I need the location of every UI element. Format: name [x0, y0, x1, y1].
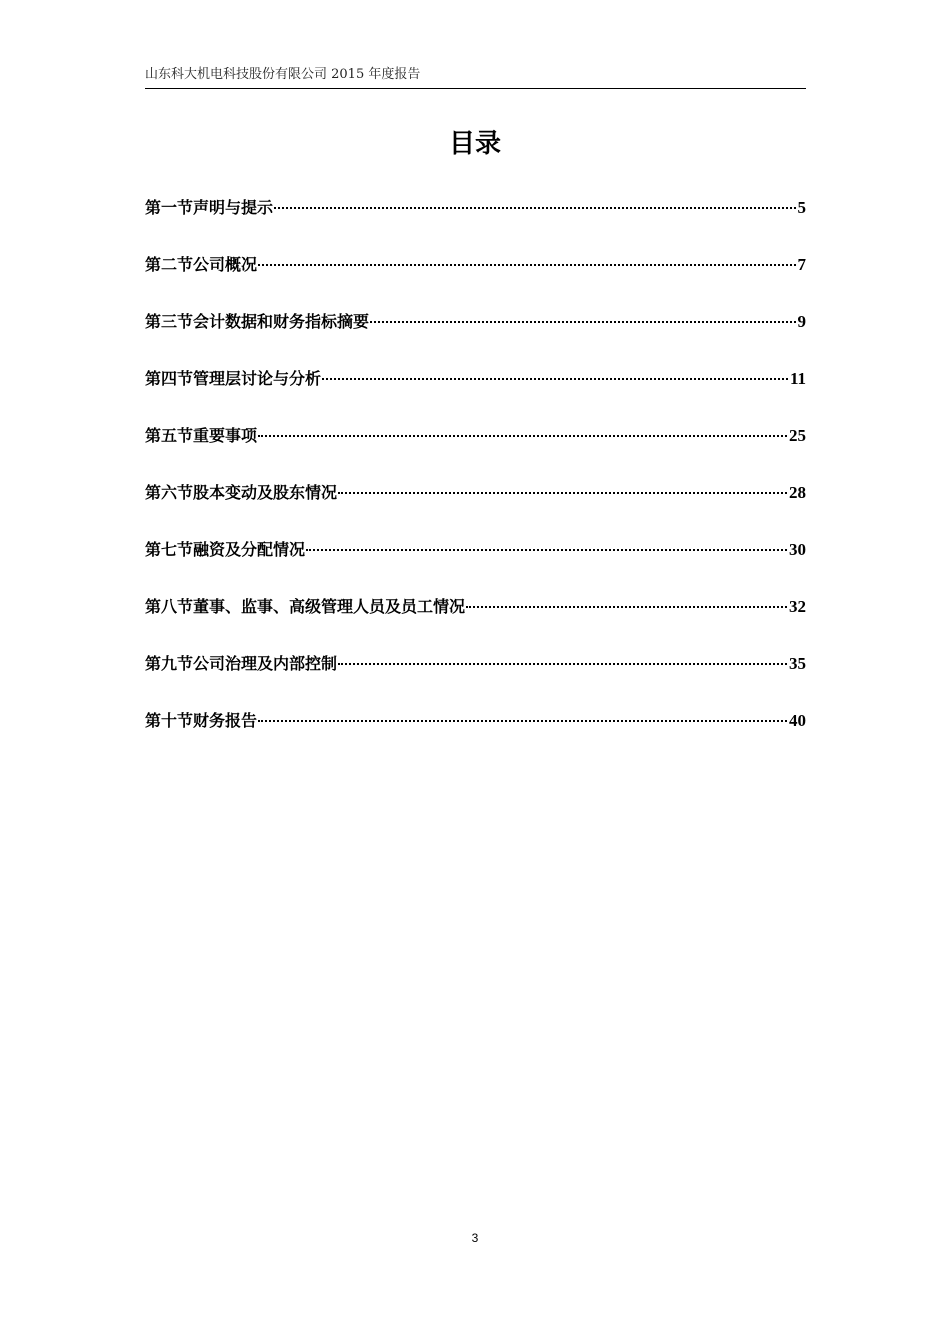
toc-entry-label: 第二节公司概况: [145, 255, 258, 274]
toc-entry-label: 第六节股本变动及股东情况: [145, 483, 338, 502]
page-title: 目录: [448, 129, 501, 159]
toc-entry-label: 第三节会计数据和财务指标摘要: [145, 312, 370, 331]
toc-dot-leader: [338, 663, 787, 665]
toc-dot-leader: [306, 549, 787, 551]
toc-entry-page: 30: [789, 540, 806, 559]
toc-entry-label: 第四节管理层讨论与分析: [145, 369, 322, 388]
table-of-contents: [145, 196, 806, 766]
toc-dot-leader: [258, 264, 795, 266]
toc-entry-3[interactable]: [145, 310, 806, 367]
running-header: 山东科大机电科技股份有限公司 2015 年度报告: [145, 67, 421, 82]
toc-entry-8[interactable]: [145, 595, 806, 652]
toc-dot-leader: [258, 720, 787, 722]
toc-entry-page: 28: [789, 483, 806, 502]
toc-entry-label: 第一节声明与提示: [145, 198, 274, 217]
toc-entry-4[interactable]: [145, 367, 806, 424]
toc-entry-page: 40: [789, 711, 806, 730]
header-rule: [145, 88, 806, 89]
toc-entry-label: 第七节融资及分配情况: [145, 540, 306, 559]
toc-entry-page: 25: [789, 426, 806, 445]
toc-entry-5[interactable]: [145, 424, 806, 481]
toc-entry-label: 第十节财务报告: [145, 711, 258, 730]
toc-entry-1[interactable]: [145, 196, 806, 253]
toc-entry-page: 11: [789, 369, 806, 388]
toc-entry-page: 32: [789, 597, 806, 616]
page-number: 3: [471, 1231, 479, 1245]
toc-entry-2[interactable]: [145, 253, 806, 310]
toc-dot-leader: [258, 435, 787, 437]
toc-entry-7[interactable]: [145, 538, 806, 595]
toc-entry-10[interactable]: [145, 709, 806, 766]
toc-entry-page: 5: [797, 198, 806, 217]
toc-dot-leader: [274, 207, 795, 209]
toc-entry-label: 第五节重要事项: [145, 426, 258, 445]
toc-entry-page: 35: [789, 654, 806, 673]
toc-dot-leader: [338, 492, 787, 494]
toc-entry-label: 第八节董事、监事、高级管理人员及员工情况: [145, 597, 466, 616]
toc-entry-page: 7: [797, 255, 806, 274]
toc-entry-label: 第九节公司治理及内部控制: [145, 654, 338, 673]
toc-entry-page: 9: [797, 312, 806, 331]
toc-dot-leader: [322, 378, 788, 380]
toc-entry-9[interactable]: [145, 652, 806, 709]
toc-entry-6[interactable]: [145, 481, 806, 538]
toc-dot-leader: [370, 321, 795, 323]
toc-dot-leader: [466, 606, 787, 608]
